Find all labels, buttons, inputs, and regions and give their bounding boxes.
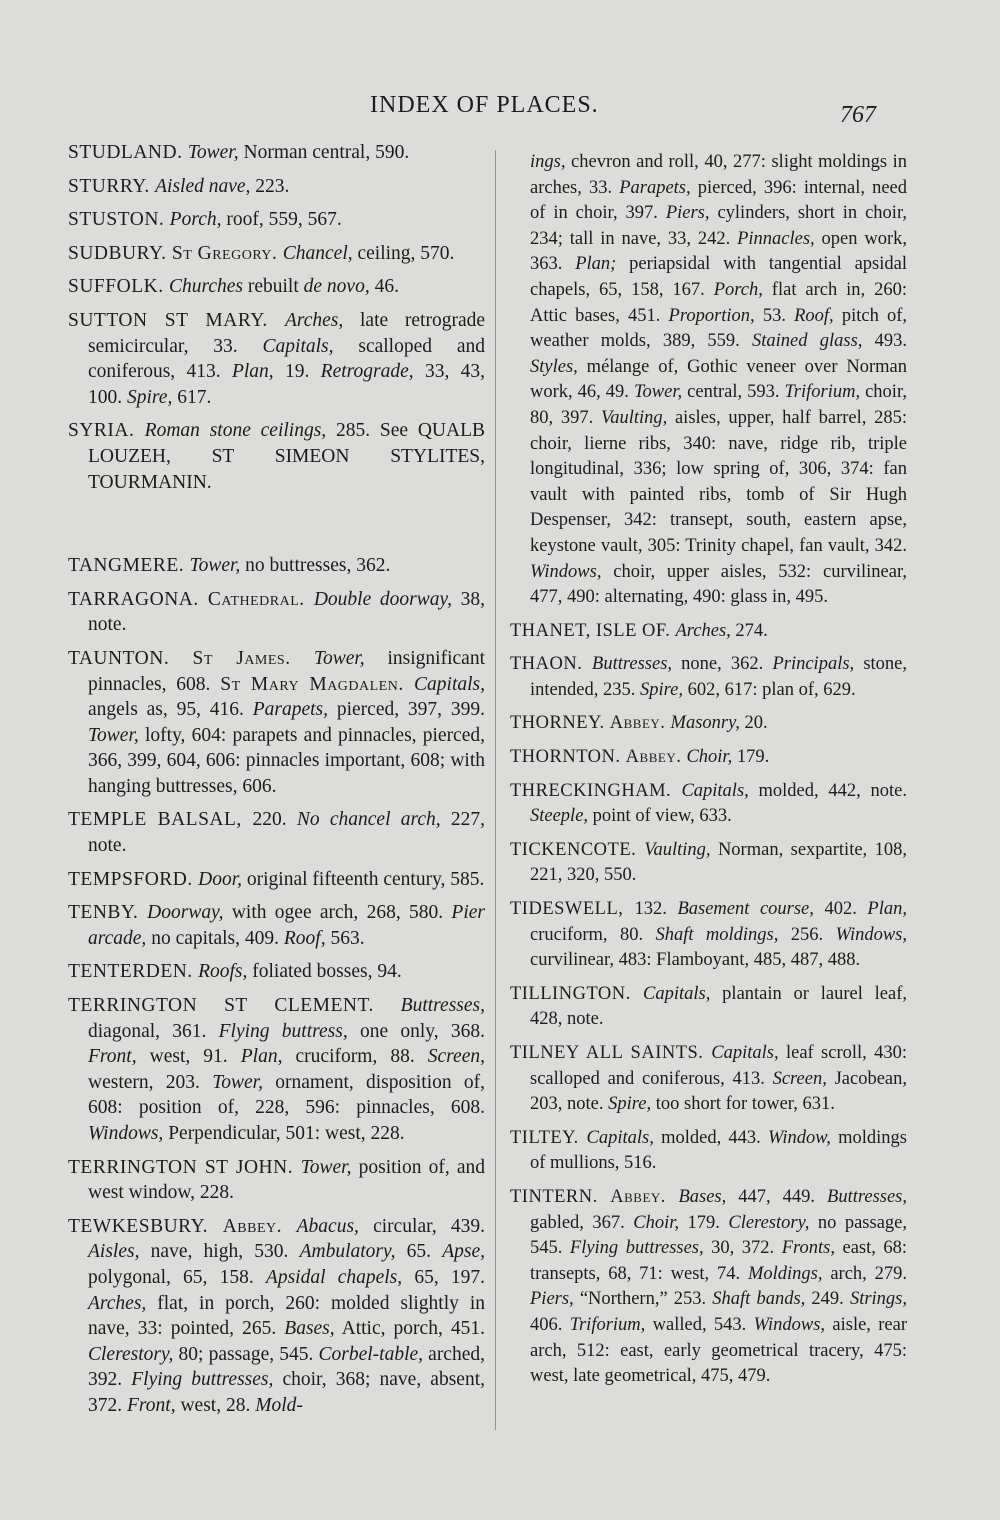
entry-building: St Gregory. bbox=[171, 242, 283, 264]
entry-topic: Bases, bbox=[678, 1186, 727, 1207]
entry-topic: Windows, bbox=[88, 1123, 164, 1144]
entry-topic: Arches, bbox=[284, 309, 344, 331]
entry-topic: Front, bbox=[127, 1394, 176, 1416]
entry-text: “Northern,” 253. bbox=[573, 1289, 713, 1310]
entry-topic: Piers, bbox=[530, 1289, 574, 1310]
entry-headword: SUFFOLK. bbox=[68, 276, 169, 298]
entry-topic: Piers, bbox=[665, 203, 710, 224]
entry-topic: Tower, bbox=[300, 1156, 352, 1178]
entry-text: leaf scroll, 430: scalloped and coniferous, 413. bbox=[530, 1043, 908, 1089]
entry-text: ceiling, 570. bbox=[352, 242, 455, 264]
entry-text: circular, 439. bbox=[358, 1215, 485, 1237]
index-entry bbox=[510, 711, 907, 737]
entry-text: 30, 372. bbox=[703, 1238, 782, 1259]
entry-text: cruciform, 88. bbox=[282, 1046, 428, 1068]
entry-topic: Chancel, bbox=[282, 242, 353, 264]
entry-text: 179. bbox=[679, 1212, 729, 1233]
entry-topic: Parapets, bbox=[252, 699, 329, 721]
entry-text: plantain or laurel leaf, 428, note. bbox=[530, 983, 907, 1030]
entry-topic: Plan, bbox=[867, 899, 907, 920]
entry-text: insignificant pinnacles, 608. bbox=[88, 647, 485, 695]
entry-topic: Clerestory, bbox=[88, 1343, 174, 1365]
index-entry bbox=[510, 779, 907, 830]
index-entry bbox=[68, 867, 485, 893]
index-entry bbox=[510, 838, 907, 889]
entry-topic: Pier arcade, bbox=[88, 902, 485, 949]
entry-text: 132. bbox=[634, 899, 678, 920]
entry-topic: Arches, bbox=[88, 1292, 147, 1314]
entry-text: arch, 279. bbox=[822, 1263, 907, 1284]
section-gap bbox=[68, 503, 485, 553]
entry-topic: Parapets, bbox=[619, 177, 691, 198]
entry-topic: Aisles, bbox=[88, 1241, 140, 1263]
entry-headword: THORNEY. bbox=[510, 713, 610, 734]
entry-text: west, 91. bbox=[136, 1046, 241, 1068]
entry-text: west, 28. bbox=[175, 1394, 256, 1416]
entry-topic: Spire, bbox=[127, 386, 173, 408]
entry-headword: TEWKESBURY. bbox=[68, 1215, 223, 1237]
entry-text: chevron and roll, 40, 277: slight moldings in arches, 33. bbox=[530, 152, 907, 198]
entry-topic: Spire, bbox=[639, 679, 683, 700]
entry-text: polygonal, 65, 158. bbox=[88, 1266, 266, 1288]
entry-topic: Buttresses, bbox=[592, 654, 673, 675]
index-entry bbox=[68, 959, 485, 985]
running-title: INDEX OF PLACES. bbox=[370, 92, 599, 118]
entry-text: aisle, rear arch, 512: east, early geometrical tracery, 475: west, late geometrical, 475, 479. bbox=[530, 1314, 907, 1387]
entry-topic: Roofs, bbox=[198, 961, 248, 983]
entry-text: 80; passage, 545. bbox=[173, 1343, 319, 1365]
entry-topic: Tower, bbox=[313, 647, 365, 669]
entry-text: flat arch in, 260: Attic bases, 451. bbox=[530, 279, 907, 326]
entry-text: 493. bbox=[862, 331, 907, 352]
entry-headword: THAON. bbox=[510, 654, 593, 675]
entry-topic: Clerestory, bbox=[728, 1212, 810, 1233]
entry-text: original fifteenth century, 585. bbox=[242, 868, 485, 890]
entry-topic: Churches bbox=[168, 276, 243, 298]
index-entry bbox=[68, 900, 485, 951]
index-entry bbox=[510, 619, 907, 645]
entry-text: central, 593. bbox=[682, 382, 785, 403]
entry-building: St Mary Magdalen. bbox=[220, 673, 415, 695]
entry-text: 227, note. bbox=[88, 809, 485, 857]
index-entry bbox=[510, 652, 907, 703]
entry-topic: Tower, bbox=[189, 555, 241, 577]
index-entry bbox=[68, 646, 485, 800]
entry-topic: Screen, bbox=[427, 1046, 485, 1068]
entry-topic: Capitals, bbox=[681, 780, 749, 801]
entry-text: choir, 80, 397. bbox=[530, 382, 907, 428]
entry-topic: Plan, bbox=[231, 361, 274, 383]
entry-headword: TILLINGTON. bbox=[510, 983, 644, 1004]
entry-headword: TILNEY ALL SAINTS. bbox=[510, 1043, 712, 1063]
entry-text: 38, note. bbox=[88, 588, 486, 636]
entry-topic: Tower, bbox=[212, 1071, 263, 1093]
page-header bbox=[0, 92, 1000, 132]
entry-text: molded, 443. bbox=[653, 1127, 769, 1148]
entry-topic: Abacus, bbox=[296, 1215, 359, 1237]
entry-topic: Flying buttress, bbox=[218, 1020, 348, 1042]
entry-topic: Pinnacles, bbox=[737, 228, 815, 249]
entry-text: late retrograde semicircular, 33. bbox=[88, 309, 486, 357]
page-number: 767 bbox=[840, 102, 876, 128]
entry-headword: SUDBURY. bbox=[68, 242, 172, 264]
entry-text: nave, high, 530. bbox=[139, 1241, 300, 1263]
index-entry bbox=[68, 1214, 485, 1419]
entry-text: 447, 449. bbox=[726, 1186, 828, 1207]
entry-topic: Triforium, bbox=[569, 1314, 646, 1335]
index-column-right bbox=[510, 150, 907, 1398]
entry-headword: TERRINGTON ST CLEMENT. bbox=[68, 995, 401, 1017]
entry-text: choir, 368; nave, absent, 372. bbox=[88, 1369, 485, 1416]
entry-text: 65, 197. bbox=[402, 1266, 486, 1288]
entry-topic: Vaulting, bbox=[600, 407, 668, 428]
entry-headword: SUTTON ST MARY. bbox=[68, 309, 285, 331]
entry-text: cylinders, short in choir, 234; tall in nave, 33, 242. bbox=[530, 203, 907, 249]
entry-text: curvilinear, 483: Flamboyant, 485, 487, 488. bbox=[530, 950, 861, 971]
index-column-left bbox=[68, 140, 485, 1427]
index-entry bbox=[510, 150, 907, 611]
entry-headword: TENTERDEN. bbox=[68, 961, 199, 983]
index-entry bbox=[68, 807, 485, 858]
entry-topic: Windows, bbox=[530, 561, 602, 582]
entry-topic: Capitals, bbox=[262, 335, 334, 357]
entry-topic: Doorway, bbox=[147, 902, 224, 924]
entry-text: position of, and west window, 228. bbox=[88, 1156, 485, 1204]
index-entry bbox=[68, 1155, 485, 1206]
entry-headword: THANET, ISLE OF. bbox=[510, 620, 676, 641]
entry-building: Abbey. bbox=[625, 747, 687, 768]
entry-topic: Capitals, bbox=[711, 1043, 779, 1063]
entry-text: open work, 363. bbox=[530, 228, 907, 275]
entry-text: Norman, sexpartite, 108, 221, 320, 550. bbox=[530, 839, 907, 886]
entry-topic: Retrograde, bbox=[320, 361, 414, 383]
entry-topic: Buttresses, bbox=[827, 1186, 908, 1207]
entry-topic: Windows, bbox=[753, 1314, 826, 1335]
entry-topic: Corbel-table, bbox=[318, 1343, 424, 1365]
entry-topic: Capitals, bbox=[643, 983, 711, 1004]
entry-text: 65. bbox=[395, 1241, 443, 1263]
index-entry bbox=[510, 1041, 907, 1118]
entry-topic: Principals, bbox=[772, 654, 855, 675]
entry-text: aisles, upper, half barrel, 285: choir, lierne ribs, 340: nave, ridge rib, triple longitudinal, 336; low spring of, 306, 374: fan vault with painted ribs, tomb of Sir Hugh Despenser, 342: transept, south, eastern apse, keystone vault, 305: Trinity chapel, fan vault, 342. bbox=[530, 407, 907, 556]
entry-headword: TINTERN. bbox=[510, 1186, 611, 1207]
entry-headword: TEMPLE BALSAL, bbox=[68, 809, 253, 831]
entry-text: 256. bbox=[778, 924, 836, 945]
entry-topic: Double doorway, bbox=[313, 588, 452, 610]
entry-text: flat, in porch, 260: molded slightly in nave, 33: pointed, 265. bbox=[88, 1292, 485, 1340]
entry-text: 406. bbox=[530, 1314, 570, 1335]
entry-topic: Plan, bbox=[240, 1046, 283, 1068]
entry-headword: TANGMERE. bbox=[68, 555, 190, 577]
entry-topic: Plan; bbox=[575, 254, 617, 275]
entry-building: St James. bbox=[192, 647, 314, 669]
entry-headword: STUSTON. bbox=[68, 209, 170, 231]
entry-headword: THRECKINGHAM. bbox=[510, 780, 682, 801]
entry-topic: Capitals, bbox=[414, 673, 485, 695]
entry-topic: No chancel arch, bbox=[296, 809, 441, 831]
entry-text: with ogee arch, 268, 580. bbox=[223, 902, 452, 924]
entry-topic: Moldings, bbox=[747, 1263, 823, 1284]
entry-topic: Strings, bbox=[849, 1289, 907, 1310]
entry-text: Jacobean, 203, note. bbox=[530, 1068, 907, 1115]
entry-text: 274. bbox=[730, 620, 768, 641]
index-entry bbox=[68, 418, 485, 495]
entry-text: none, 362. bbox=[672, 654, 773, 675]
entry-text: stone, intended, 235. bbox=[530, 654, 907, 700]
index-entry bbox=[68, 274, 485, 300]
entry-text: roof, 559, 567. bbox=[221, 209, 342, 231]
index-entry bbox=[68, 174, 485, 200]
index-entry bbox=[68, 140, 485, 166]
entry-text: mélange of, Gothic veneer over Norman work, 46, 49. bbox=[530, 356, 907, 403]
entry-topic: Window, bbox=[768, 1127, 831, 1148]
entry-topic: Tower, bbox=[88, 724, 139, 746]
entry-headword: TEMPSFORD. bbox=[68, 868, 199, 890]
entry-topic: Arches, bbox=[675, 620, 731, 641]
index-entry bbox=[510, 897, 907, 974]
entry-topic: Styles, bbox=[530, 356, 578, 377]
entry-topic: Bases, bbox=[284, 1318, 335, 1340]
entry-text: Perpendicular, 501: west, 228. bbox=[163, 1123, 405, 1144]
entry-text: foliated bosses, 94. bbox=[247, 961, 402, 983]
entry-topic: Mold- bbox=[255, 1394, 303, 1416]
entry-text: arched, 392. bbox=[88, 1343, 485, 1391]
entry-topic: Spire, bbox=[608, 1094, 652, 1115]
entry-text: too short for tower, 631. bbox=[651, 1094, 835, 1115]
entry-topic: Tower, bbox=[187, 142, 239, 163]
index-entry bbox=[510, 982, 907, 1033]
entry-topic: Ambulatory, bbox=[299, 1241, 396, 1263]
entry-topic: ings, bbox=[530, 152, 566, 172]
entry-text: 563. bbox=[325, 927, 365, 949]
entry-text: no capitals, 409. bbox=[146, 927, 284, 949]
entry-topic: Flying buttresses, bbox=[569, 1238, 704, 1259]
entry-text: molded, 442, note. bbox=[748, 780, 907, 801]
entry-headword: TAUNTON. bbox=[68, 647, 193, 669]
entry-text: walled, 543. bbox=[645, 1314, 754, 1335]
entry-headword: SYRIA. bbox=[68, 420, 145, 442]
index-entry bbox=[510, 1185, 907, 1390]
entry-text: 20. bbox=[739, 713, 768, 734]
entry-text: western, 203. bbox=[88, 1071, 213, 1093]
entry-topic: Basement course, bbox=[677, 899, 814, 920]
entry-text: Norman central, 590. bbox=[238, 142, 410, 163]
entry-topic: Buttresses, bbox=[400, 995, 485, 1017]
entry-building: Abbey. bbox=[609, 713, 671, 734]
entry-headword: STURRY. bbox=[68, 175, 156, 197]
entry-text: cruciform, 80. bbox=[530, 924, 656, 945]
entry-text: 220. bbox=[252, 809, 297, 831]
entry-text: rebuilt bbox=[242, 276, 304, 298]
entry-text: diagonal, 361. bbox=[88, 1020, 219, 1042]
entry-topic: Roof, bbox=[794, 305, 834, 326]
entry-topic: Door, bbox=[198, 868, 243, 890]
entry-topic: Vaulting, bbox=[644, 839, 711, 860]
entry-topic: Steeple, bbox=[530, 806, 589, 827]
entry-topic: Proportion, bbox=[668, 305, 755, 326]
entry-topic: Aisled nave, bbox=[155, 175, 251, 197]
entry-headword: TIDESWELL, bbox=[510, 899, 635, 920]
column-divider bbox=[495, 150, 496, 1430]
entry-topic: Windows, bbox=[835, 924, 908, 945]
entry-text: angels as, 95, 416. bbox=[88, 699, 253, 721]
entry-topic: Screen, bbox=[772, 1068, 827, 1089]
index-entry bbox=[68, 308, 485, 410]
index-entry bbox=[68, 207, 485, 233]
index-entry bbox=[68, 587, 485, 638]
entry-text: 402. bbox=[813, 899, 868, 920]
entry-topic: Apse, bbox=[442, 1241, 486, 1263]
index-entry bbox=[68, 553, 485, 579]
index-entry bbox=[68, 241, 485, 267]
entry-headword: THORNTON. bbox=[510, 747, 626, 768]
entry-headword: TENBY. bbox=[68, 902, 148, 924]
entry-headword: TERRINGTON ST JOHN. bbox=[68, 1156, 301, 1178]
entry-building: Abbey. bbox=[610, 1186, 679, 1207]
entry-topic: Triforium, bbox=[784, 382, 861, 403]
entry-text: 602, 617: plan of, 629. bbox=[682, 679, 856, 700]
entry-headword: TICKENCOTE. bbox=[510, 839, 645, 860]
entry-headword: TILTEY. bbox=[510, 1127, 587, 1148]
entry-text: pierced, 396: internal, need of in choir, 397. bbox=[530, 177, 907, 224]
entry-text: east, 68: transepts, 68, 71: west, 74. bbox=[530, 1238, 908, 1284]
entry-building: Abbey. bbox=[222, 1215, 297, 1237]
entry-topic: Roman stone ceilings, bbox=[144, 420, 327, 442]
entry-text: Attic, porch, 451. bbox=[334, 1318, 485, 1340]
entry-text: 249. bbox=[805, 1289, 850, 1310]
entry-topic: Flying buttresses, bbox=[131, 1369, 274, 1391]
entry-topic: Choir, bbox=[686, 747, 733, 768]
index-entry bbox=[68, 993, 485, 1147]
entry-topic: Porch, bbox=[169, 209, 222, 231]
entry-text: 223. bbox=[250, 175, 290, 197]
entry-building: Cathedral. bbox=[207, 588, 314, 610]
entry-text: 617. bbox=[172, 386, 212, 408]
entry-text: no buttresses, 362. bbox=[240, 555, 391, 577]
entry-text: lofty, 604: parapets and pinnacles, pierced, 366, 399, 604, 606: pinnacles important, 608; with hanging buttresses, 606. bbox=[88, 724, 485, 797]
entry-topic: Roof, bbox=[283, 927, 326, 949]
entry-text: 46. bbox=[369, 276, 399, 298]
entry-topic: Stained glass, bbox=[752, 331, 863, 352]
entry-text: periapsidal with tangential apsidal chapels, 65, 158, 167. bbox=[530, 254, 907, 300]
entry-text: gabled, 367. bbox=[530, 1212, 634, 1233]
entry-topic: Fronts, bbox=[781, 1238, 835, 1259]
index-entry bbox=[510, 745, 907, 771]
entry-text: 53. bbox=[754, 305, 795, 326]
entry-topic: Porch, bbox=[713, 279, 763, 300]
entry-text: scalloped and coniferous, 413. bbox=[88, 335, 485, 383]
index-entry bbox=[510, 1126, 907, 1177]
entry-text: choir, upper aisles, 532: curvilinear, 477, 490: alternating, 490: glass in, 495. bbox=[530, 561, 907, 608]
entry-headword: STUDLAND. bbox=[68, 142, 188, 163]
entry-topic: Shaft bands, bbox=[712, 1289, 806, 1310]
entry-topic: Apsidal chapels, bbox=[265, 1266, 403, 1288]
entry-topic: Shaft moldings, bbox=[655, 924, 779, 945]
entry-topic: Front, bbox=[88, 1046, 137, 1068]
entry-topic: de novo, bbox=[303, 276, 370, 298]
entry-topic: Capitals, bbox=[586, 1127, 654, 1148]
entry-text: ornament, disposition of, 608: position of, 228, 596: pinnacles, 608. bbox=[88, 1071, 485, 1119]
entry-text: pitch of, weather molds, 389, 559. bbox=[530, 305, 908, 352]
entry-text: one only, 368. bbox=[347, 1020, 485, 1042]
entry-text: 179. bbox=[732, 747, 770, 768]
entry-text: no passage, 545. bbox=[530, 1212, 907, 1259]
entry-headword: TARRAGONA. bbox=[68, 588, 208, 610]
entry-text: moldings of mullions, 516. bbox=[530, 1127, 908, 1174]
entry-text: 19. bbox=[273, 361, 321, 383]
entry-text: 33, 43, 100. bbox=[88, 361, 485, 408]
entry-text: pierced, 397, 399. bbox=[328, 699, 485, 721]
entry-topic: Masonry, bbox=[670, 713, 740, 734]
entry-topic: Tower, bbox=[633, 382, 683, 403]
entry-text: point of view, 633. bbox=[588, 806, 732, 827]
entry-text: 285. See QUALB LOUZEH, ST SIMEON STYLITES, TOURMANIN. bbox=[88, 420, 485, 493]
entry-topic: Choir, bbox=[633, 1212, 680, 1233]
